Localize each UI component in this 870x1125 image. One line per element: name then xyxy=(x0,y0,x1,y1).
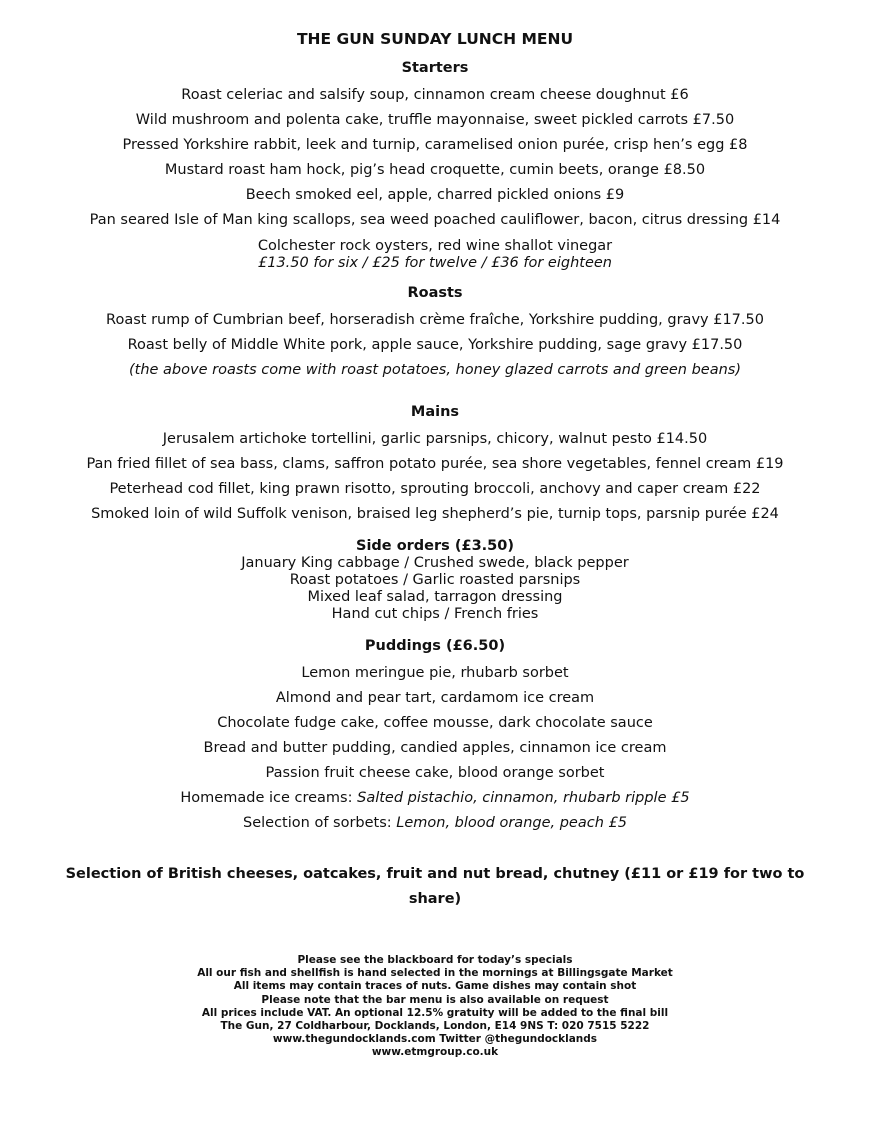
starter-item: Pressed Yorkshire rabbit, leek and turnip, caramelised onion purée, crisp hen’s egg £8 xyxy=(122,137,748,153)
pudding-item: Lemon meringue pie, rhubarb sorbet xyxy=(301,665,569,681)
side-item: Roast potatoes / Garlic roasted parsnips xyxy=(289,572,581,588)
footer-line: Please see the blackboard for today’s specials xyxy=(297,954,573,966)
roasts-heading: Roasts xyxy=(407,285,463,301)
cheese-item: Selection of British cheeses, oatcakes, fruit and nut bread, chutney (£11 or £19 for two to share) xyxy=(65,866,805,907)
mains-heading: Mains xyxy=(410,404,460,420)
footer-line: All items may contain traces of nuts. Game dishes may contain shot xyxy=(233,980,637,993)
mains-list xyxy=(0,427,870,527)
ice-cream-detail: Salted pistachio, cinnamon, rhubarb ripple £5 xyxy=(357,790,690,806)
menu-title: THE GUN SUNDAY LUNCH MENU xyxy=(296,30,574,48)
roasts-list xyxy=(0,308,870,383)
oyster-prices: £13.50 for six / £25 for twelve / £36 for eighteen xyxy=(258,255,612,271)
sides-heading: Side orders (£3.50) xyxy=(356,538,514,554)
starter-item: Roast celeriac and salsify soup, cinnamon cream cheese doughnut £6 xyxy=(181,87,689,103)
starter-item: Beech smoked eel, apple, charred pickled onions £9 xyxy=(245,187,625,203)
oyster-item xyxy=(0,238,870,272)
main-item: Peterhead cod fillet, king prawn risotto, sprouting broccoli, anchovy and caper cream £22 xyxy=(109,481,761,497)
side-item: Hand cut chips / French fries xyxy=(331,606,539,622)
sides-list xyxy=(0,555,870,623)
pudding-item: Chocolate fudge cake, coffee mousse, dark chocolate sauce xyxy=(217,715,653,731)
main-item: Smoked loin of wild Suffolk venison, braised leg shepherd’s pie, turnip tops, parsnip purée £24 xyxy=(91,506,779,522)
main-item: Jerusalem artichoke tortellini, garlic parsnips, chicory, walnut pesto £14.50 xyxy=(162,431,708,447)
roast-item: Roast belly of Middle White pork, apple sauce, Yorkshire pudding, sage gravy £17.50 xyxy=(127,337,743,353)
pudding-item: Passion fruit cheese cake, blood orange sorbet xyxy=(265,765,605,781)
roast-item: Roast rump of Cumbrian beef, horseradish crème fraîche, Yorkshire pudding, gravy £17.50 xyxy=(106,312,764,328)
footer-website: www.thegundocklands.com Twitter @thegundocklands xyxy=(272,1033,598,1046)
ice-cream-label: Homemade ice creams: xyxy=(180,790,358,806)
ice-cream-item xyxy=(0,786,870,811)
pudding-item: Almond and pear tart, cardamom ice cream xyxy=(275,690,595,706)
roasts-note: (the above roasts come with roast potatoes, honey glazed carrots and green beans) xyxy=(128,362,742,378)
starter-item: Mustard roast ham hock, pig’s head croquette, cumin beets, orange £8.50 xyxy=(164,162,706,178)
side-item: Mixed leaf salad, tarragon dressing xyxy=(307,589,563,605)
oyster-name: Colchester rock oysters, red wine shallot vinegar xyxy=(257,238,613,254)
sorbet-detail: Lemon, blood orange, peach £5 xyxy=(396,815,627,831)
puddings-heading: Puddings (£6.50) xyxy=(364,638,506,654)
pudding-item: Bread and butter pudding, candied apples, cinnamon ice cream xyxy=(203,740,667,756)
footer-line: All our fish and shellfish is hand selected in the mornings at Billingsgate Market xyxy=(197,967,673,980)
starters-heading: Starters xyxy=(401,60,469,76)
puddings-list xyxy=(0,661,870,836)
starter-item: Wild mushroom and polenta cake, truffle mayonnaise, sweet pickled carrots £7.50 xyxy=(135,112,735,128)
sorbet-item xyxy=(0,811,870,836)
footer-line: Please note that the bar menu is also available on request xyxy=(261,993,609,1006)
sorbet-label: Selection of sorbets: xyxy=(243,815,397,831)
footer-notes xyxy=(0,954,870,1060)
starters-list xyxy=(0,83,870,233)
main-item: Pan fried fillet of sea bass, clams, saffron potato purée, sea shore vegetables, fennel cream £19 xyxy=(86,456,784,472)
footer-group-website: www.etmgroup.co.uk xyxy=(371,1046,499,1059)
side-item: January King cabbage / Crushed swede, black pepper xyxy=(241,555,629,571)
footer-line: All prices include VAT. An optional 12.5% gratuity will be added to the final bill xyxy=(201,1006,669,1019)
footer-address: The Gun, 27 Coldharbour, Docklands, London, E14 9NS T: 020 7515 5222 xyxy=(220,1020,650,1033)
starter-item: Pan seared Isle of Man king scallops, sea weed poached cauliflower, bacon, citrus dressing £14 xyxy=(89,212,781,228)
